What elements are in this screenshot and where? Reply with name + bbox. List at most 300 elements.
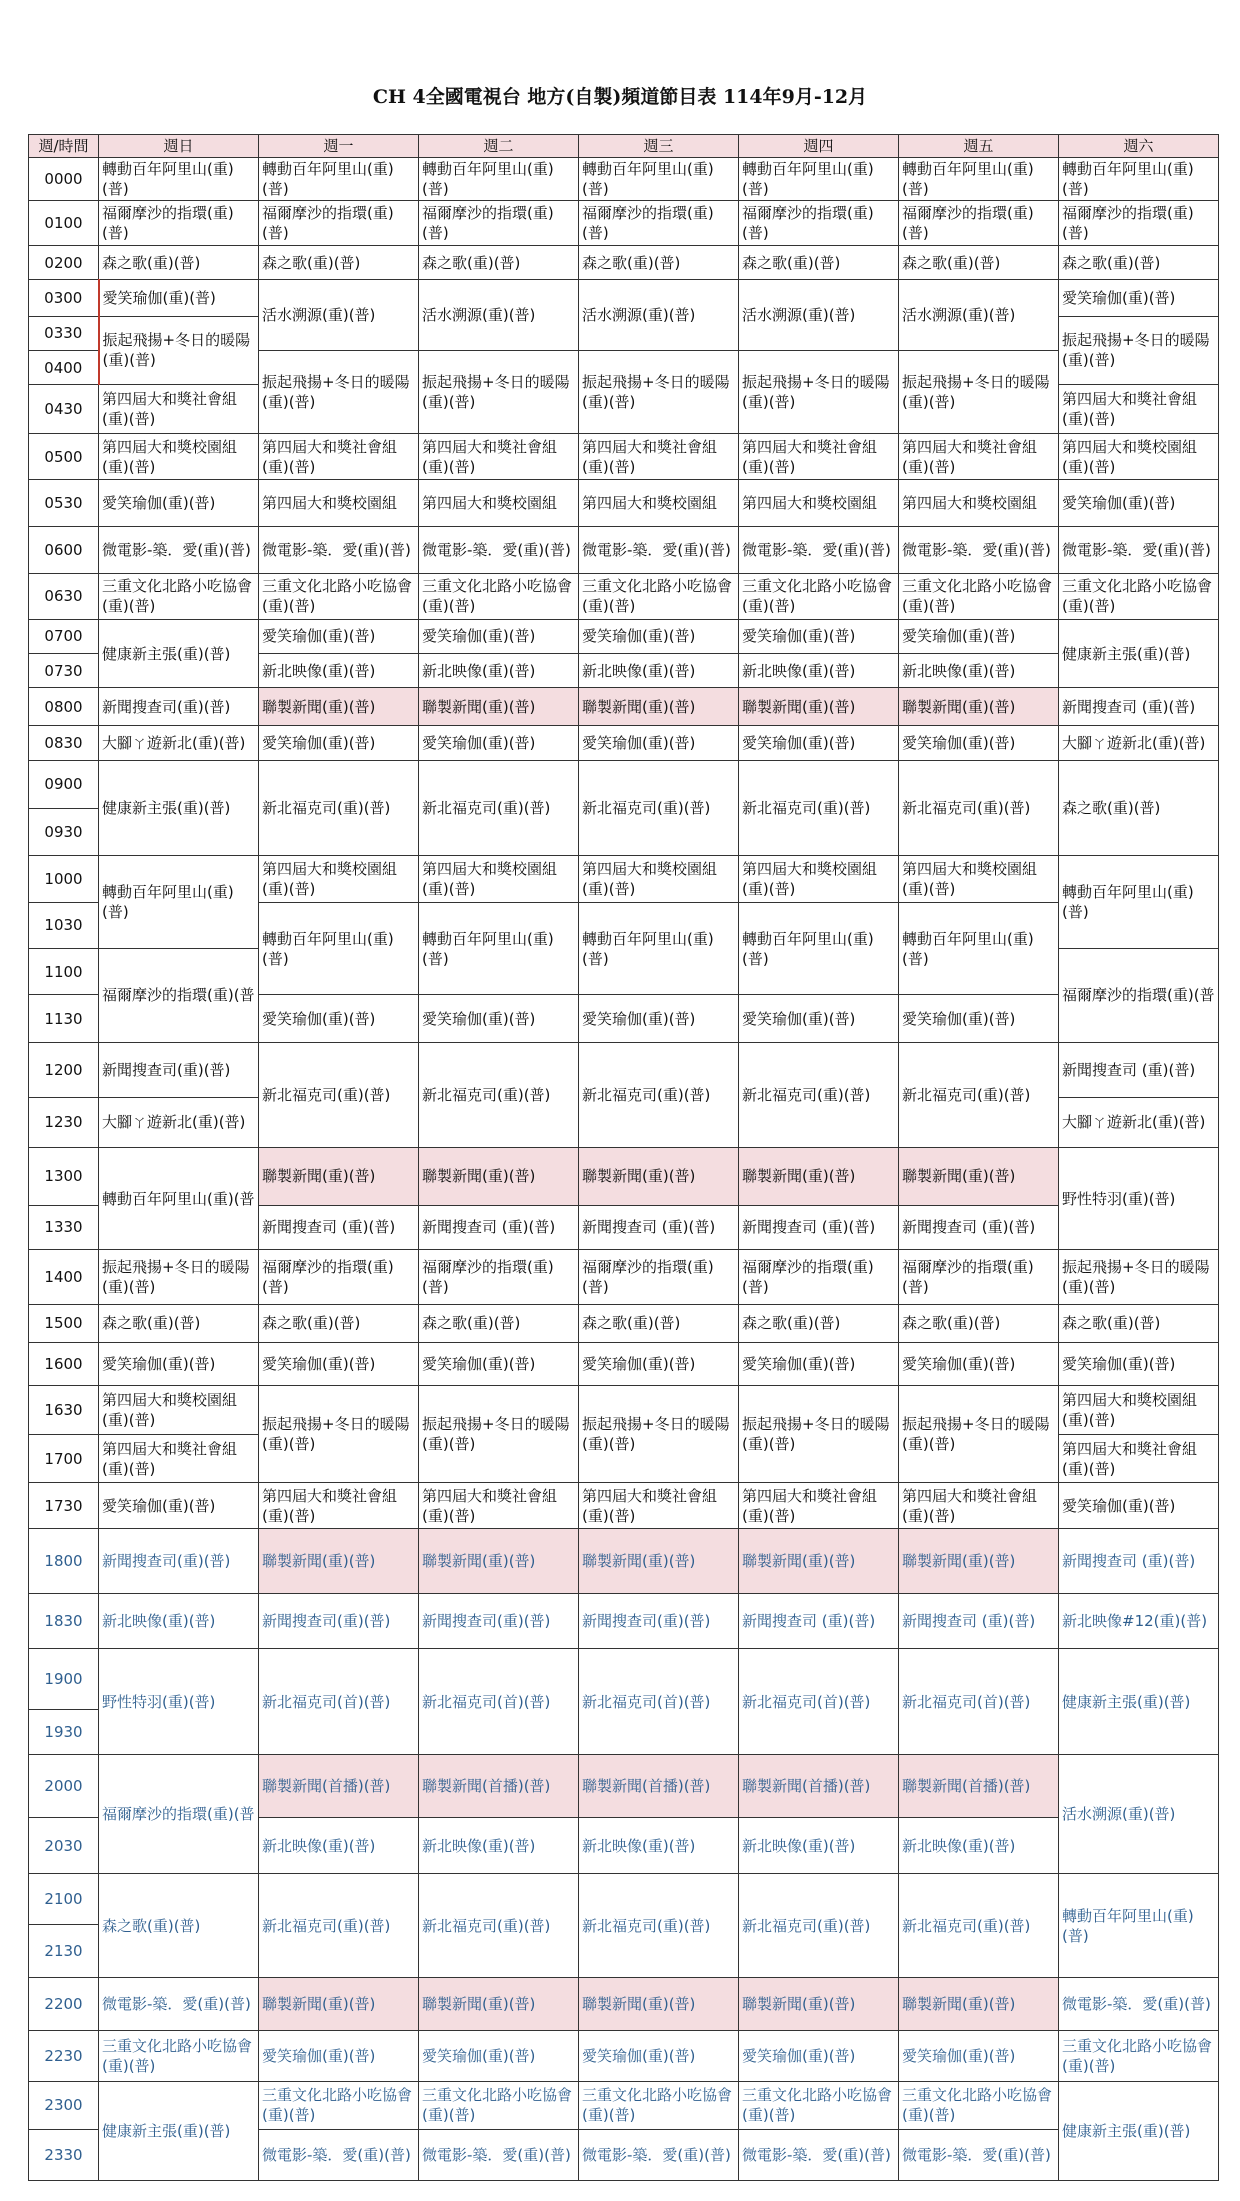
program-cell: 聯製新聞(重)(普) [419,1528,579,1593]
time-slot: 2230 [29,2031,99,2082]
program-cell: 活水溯源(重)(普) [419,280,579,351]
program-cell: 振起飛揚+冬日的暖陽(重)(普) [739,350,899,433]
program-cell: 聯製新聞(重)(普) [419,1148,579,1206]
time-slot: 2330 [29,2130,99,2181]
program-cell: 新聞搜查司 (重)(普) [739,1593,899,1649]
program-cell: 新北映像(重)(普) [579,654,739,688]
program-cell: 新北福克司(重)(普) [579,761,739,856]
program-cell: 愛笑瑜伽(重)(普) [899,1343,1059,1386]
program-cell: 振起飛揚+冬日的暖陽(重)(普) [419,1386,579,1483]
program-cell: 轉動百年阿里山(重)(普) [579,158,739,201]
program-cell: 愛笑瑜伽(重)(普) [259,725,419,760]
program-cell: 愛笑瑜伽(重)(普) [99,1343,259,1386]
program-cell: 福爾摩沙的指環(重)(普 [99,949,259,1043]
program-cell: 森之歌(重)(普) [899,1304,1059,1342]
table-row [29,1304,1219,1342]
program-cell: 新聞搜查司 (重)(普) [419,1205,579,1249]
program-cell: 新北映像(重)(普) [99,1593,259,1649]
header-thursday: 週四 [739,135,899,158]
table-row [29,1483,1219,1528]
table-row [29,1386,1219,1435]
program-cell: 第四屆大和獎社會組(重)(普) [99,1434,259,1483]
program-cell: 聯製新聞(重)(普) [899,1977,1059,2031]
program-cell: 新聞搜查司(重)(普) [99,1528,259,1593]
table-row [29,433,1219,479]
program-cell: 福爾摩沙的指環(重)(普) [419,1250,579,1305]
program-cell: 福爾摩沙的指環(重)(普) [99,201,259,245]
program-cell: 聯製新聞(重)(普) [579,1977,739,2031]
program-cell: 聯製新聞(重)(普) [419,688,579,725]
program-cell: 愛笑瑜伽(重)(普) [99,280,259,316]
program-cell: 第四屆大和獎校園組(重)(普) [259,856,419,902]
program-cell: 新北福克司(重)(普) [739,1874,899,1977]
program-cell: 新北福克司(重)(普) [899,761,1059,856]
program-cell: 活水溯源(重)(普) [259,280,419,351]
program-cell: 新聞搜查司 (重)(普) [899,1593,1059,1649]
header-friday: 週五 [899,135,1059,158]
time-slot: 1200 [29,1042,99,1097]
table-row [29,574,1219,619]
program-cell: 大腳ㄚ遊新北(重)(普) [1059,1097,1219,1148]
program-cell: 新北福克司(首)(普) [259,1649,419,1755]
time-slot: 1930 [29,1709,99,1754]
program-cell: 微電影-築．愛(重)(普) [579,526,739,573]
program-cell: 愛笑瑜伽(重)(普) [899,619,1059,653]
program-cell: 第四屆大和獎校園組 [419,480,579,526]
header-row [29,135,1219,158]
table-row [29,1977,1219,2031]
program-cell: 微電影-築．愛(重)(普) [99,526,259,573]
program-cell: 第四屆大和獎社會組(重)(普) [259,1483,419,1528]
program-cell: 新北映像(重)(普) [259,1817,419,1874]
program-cell: 第四屆大和獎校園組 [899,480,1059,526]
program-cell: 愛笑瑜伽(重)(普) [419,1343,579,1386]
program-cell: 聯製新聞(首播)(普) [419,1755,579,1818]
program-cell: 三重文化北路小吃協會(重)(普) [899,2081,1059,2130]
program-cell: 大腳ㄚ遊新北(重)(普) [99,1097,259,1148]
program-cell: 第四屆大和獎校園組 [739,480,899,526]
program-cell: 愛笑瑜伽(重)(普) [579,2031,739,2082]
program-cell: 愛笑瑜伽(重)(普) [739,619,899,653]
time-slot: 2100 [29,1874,99,1925]
program-cell: 新北福克司(重)(普) [899,1042,1059,1147]
program-cell: 振起飛揚+冬日的暖陽(重)(普) [259,350,419,433]
program-cell: 新北福克司(重)(普) [259,1042,419,1147]
program-cell: 森之歌(重)(普) [99,1874,259,1977]
program-cell: 新北福克司(首)(普) [739,1649,899,1755]
program-cell: 微電影-築．愛(重)(普) [1059,1977,1219,2031]
program-cell: 愛笑瑜伽(重)(普) [899,725,1059,760]
program-cell: 森之歌(重)(普) [1059,245,1219,279]
program-cell: 聯製新聞(重)(普) [579,1148,739,1206]
program-cell: 愛笑瑜伽(重)(普) [1059,480,1219,526]
program-cell: 新北映像(重)(普) [899,1817,1059,1874]
program-cell: 第四屆大和獎社會組(重)(普) [739,1483,899,1528]
program-cell: 聯製新聞(重)(普) [739,1528,899,1593]
program-cell: 新北福克司(重)(普) [259,761,419,856]
header-sunday: 週日 [99,135,259,158]
program-cell: 新聞搜查司(重)(普) [99,688,259,725]
time-slot: 0000 [29,158,99,201]
program-cell: 轉動百年阿里山(重)(普) [99,856,259,949]
table-row [29,1593,1219,1649]
time-slot: 1500 [29,1304,99,1342]
time-slot: 2030 [29,1817,99,1874]
header-tuesday: 週二 [419,135,579,158]
program-cell: 微電影-築．愛(重)(普) [419,2130,579,2181]
program-cell: 新北福克司(重)(普) [899,1874,1059,1977]
page-title: CH 4全國電視台 地方(自製)頻道節目表 114年9月-12月 [372,86,868,108]
table-row [29,1755,1219,1818]
program-cell: 聯製新聞(重)(普) [739,1148,899,1206]
program-cell: 新北福克司(重)(普) [739,761,899,856]
table-row [29,856,1219,902]
table-row [29,245,1219,279]
program-cell: 轉動百年阿里山(重)(普) [99,158,259,201]
program-cell: 轉動百年阿里山(重)(普) [259,902,419,995]
table-row [29,1528,1219,1593]
program-cell: 森之歌(重)(普) [259,1304,419,1342]
program-cell: 福爾摩沙的指環(重)(普) [579,1250,739,1305]
program-cell: 愛笑瑜伽(重)(普) [259,2031,419,2082]
program-cell: 微電影-築．愛(重)(普) [739,2130,899,2181]
program-cell: 愛笑瑜伽(重)(普) [259,995,419,1042]
program-cell: 愛笑瑜伽(重)(普) [899,995,1059,1042]
program-cell: 新北福克司(重)(普) [419,1874,579,1977]
program-cell: 第四屆大和獎校園組 [259,480,419,526]
program-cell: 第四屆大和獎社會組(重)(普) [579,433,739,479]
program-cell: 微電影-築．愛(重)(普) [739,526,899,573]
program-cell: 活水溯源(重)(普) [899,280,1059,351]
program-cell: 福爾摩沙的指環(重)(普) [419,201,579,245]
time-slot: 1700 [29,1434,99,1483]
program-cell: 三重文化北路小吃協會(重)(普) [739,574,899,619]
program-cell: 第四屆大和獎社會組(重)(普) [419,1483,579,1528]
program-cell: 聯製新聞(首播)(普) [579,1755,739,1818]
program-cell: 三重文化北路小吃協會(重)(普) [419,2081,579,2130]
time-slot: 1100 [29,949,99,995]
program-cell: 第四屆大和獎校園組(重)(普) [99,433,259,479]
program-cell: 新北福克司(重)(普) [739,1042,899,1147]
table-row [29,1148,1219,1206]
program-cell: 聯製新聞(重)(普) [259,1977,419,2031]
program-cell: 微電影-築．愛(重)(普) [259,526,419,573]
program-cell: 轉動百年阿里山(重)(普) [1059,158,1219,201]
program-cell: 微電影-築．愛(重)(普) [419,526,579,573]
time-slot: 0630 [29,574,99,619]
table-row [29,1343,1219,1386]
program-cell: 三重文化北路小吃協會(重)(普) [419,574,579,619]
program-cell: 三重文化北路小吃協會(重)(普) [899,574,1059,619]
program-cell: 愛笑瑜伽(重)(普) [99,1483,259,1528]
schedule-table [28,134,1219,2181]
program-cell: 森之歌(重)(普) [99,1304,259,1342]
program-cell: 健康新主張(重)(普) [99,619,259,688]
time-slot: 0200 [29,245,99,279]
time-slot: 0530 [29,480,99,526]
program-cell: 新北福克司(重)(普) [579,1042,739,1147]
program-cell: 新北福克司(重)(普) [259,1874,419,1977]
program-cell: 振起飛揚+冬日的暖陽(重)(普) [419,350,579,433]
program-cell: 新聞搜查司 (重)(普) [1059,1528,1219,1593]
program-cell: 振起飛揚+冬日的暖陽(重)(普) [899,350,1059,433]
program-cell: 愛笑瑜伽(重)(普) [579,995,739,1042]
program-cell: 活水溯源(重)(普) [739,280,899,351]
program-cell: 聯製新聞(重)(普) [259,1528,419,1593]
program-cell: 聯製新聞(重)(普) [579,1528,739,1593]
program-cell: 愛笑瑜伽(重)(普) [1059,1483,1219,1528]
program-cell: 新北映像(重)(普) [899,654,1059,688]
program-cell: 轉動百年阿里山(重)(普) [259,158,419,201]
program-cell: 新北福克司(首)(普) [579,1649,739,1755]
time-slot: 2300 [29,2081,99,2130]
program-cell: 新聞搜查司 (重)(普) [579,1205,739,1249]
program-cell: 野性特羽(重)(普) [99,1649,259,1755]
program-cell: 新北映像(重)(普) [739,654,899,688]
table-row [29,1250,1219,1305]
table-row [29,1042,1219,1097]
program-cell: 森之歌(重)(普) [419,245,579,279]
program-cell: 福爾摩沙的指環(重)(普 [1059,949,1219,1043]
program-cell: 新北福克司(重)(普) [419,1042,579,1147]
program-cell: 轉動百年阿里山(重)(普) [1059,1874,1219,1977]
program-cell: 微電影-築．愛(重)(普) [899,526,1059,573]
header-monday: 週一 [259,135,419,158]
program-cell: 新北映像#12(重)(普) [1059,1593,1219,1649]
time-slot: 0330 [29,316,99,350]
program-cell: 新聞搜查司 (重)(普) [739,1205,899,1249]
program-cell: 森之歌(重)(普) [739,245,899,279]
program-cell: 轉動百年阿里山(重)(普) [419,158,579,201]
program-cell: 第四屆大和獎社會組(重)(普) [579,1483,739,1528]
table-row [29,158,1219,201]
program-cell: 愛笑瑜伽(重)(普) [259,619,419,653]
program-cell: 新聞搜查司 (重)(普) [1059,1042,1219,1097]
table-row [29,619,1219,653]
header-saturday: 週六 [1059,135,1219,158]
program-cell: 森之歌(重)(普) [259,245,419,279]
header-wednesday: 週三 [579,135,739,158]
program-cell: 第四屆大和獎社會組(重)(普) [259,433,419,479]
program-cell: 愛笑瑜伽(重)(普) [419,619,579,653]
program-cell: 愛笑瑜伽(重)(普) [419,725,579,760]
time-slot: 0400 [29,350,99,384]
program-cell: 轉動百年阿里山(重)(普) [739,902,899,995]
program-cell: 聯製新聞(重)(普) [259,1148,419,1206]
program-cell: 聯製新聞(重)(普) [899,1528,1059,1593]
program-cell: 三重文化北路小吃協會(重)(普) [99,2031,259,2082]
program-cell: 第四屆大和獎校園組(重)(普) [419,856,579,902]
program-cell: 振起飛揚+冬日的暖陽(重)(普) [1059,316,1219,385]
time-slot: 1400 [29,1250,99,1305]
time-slot: 1230 [29,1097,99,1148]
program-cell: 愛笑瑜伽(重)(普) [259,1343,419,1386]
program-cell: 第四屆大和獎校園組 [579,480,739,526]
program-cell: 新北映像(重)(普) [419,1817,579,1874]
program-cell: 愛笑瑜伽(重)(普) [1059,280,1219,316]
program-cell: 微電影-築．愛(重)(普) [899,2130,1059,2181]
time-slot: 1000 [29,856,99,902]
program-cell: 聯製新聞(重)(普) [899,1148,1059,1206]
time-slot: 2200 [29,1977,99,2031]
program-cell: 愛笑瑜伽(重)(普) [579,725,739,760]
program-cell: 第四屆大和獎校園組(重)(普) [739,856,899,902]
table-row [29,2081,1219,2130]
program-cell: 微電影-築．愛(重)(普) [259,2130,419,2181]
program-cell: 森之歌(重)(普) [419,1304,579,1342]
program-cell: 活水溯源(重)(普) [1059,1755,1219,1874]
program-cell: 振起飛揚+冬日的暖陽(重)(普) [1059,1250,1219,1305]
program-cell: 福爾摩沙的指環(重)(普) [899,1250,1059,1305]
program-cell: 聯製新聞(首播)(普) [739,1755,899,1818]
program-cell: 第四屆大和獎校園組(重)(普) [1059,1386,1219,1435]
program-cell: 聯製新聞(首播)(普) [259,1755,419,1818]
program-cell: 聯製新聞(重)(普) [579,688,739,725]
program-cell: 福爾摩沙的指環(重)(普) [899,201,1059,245]
program-cell: 愛笑瑜伽(重)(普) [419,2031,579,2082]
time-slot: 1130 [29,995,99,1042]
table-row [29,761,1219,808]
program-cell: 新北映像(重)(普) [739,1817,899,1874]
program-cell: 第四屆大和獎校園組(重)(普) [1059,433,1219,479]
table-row [29,526,1219,573]
program-cell: 愛笑瑜伽(重)(普) [579,1343,739,1386]
program-cell: 振起飛揚+冬日的暖陽(重)(普) [99,1250,259,1305]
table-row [29,201,1219,245]
program-cell: 三重文化北路小吃協會(重)(普) [579,574,739,619]
time-slot: 2000 [29,1755,99,1818]
program-cell: 大腳ㄚ遊新北(重)(普) [99,725,259,760]
program-cell: 轉動百年阿里山(重)(普) [739,158,899,201]
time-slot: 0830 [29,725,99,760]
time-slot: 1030 [29,902,99,948]
program-cell: 新北映像(重)(普) [579,1817,739,1874]
program-cell: 福爾摩沙的指環(重)(普 [99,1755,259,1874]
table-row [29,1649,1219,1710]
program-cell: 愛笑瑜伽(重)(普) [579,619,739,653]
program-cell: 健康新主張(重)(普) [99,761,259,856]
program-cell: 福爾摩沙的指環(重)(普) [739,1250,899,1305]
program-cell: 福爾摩沙的指環(重)(普) [579,201,739,245]
program-cell: 森之歌(重)(普) [99,245,259,279]
program-cell: 新北映像(重)(普) [419,654,579,688]
program-cell: 三重文化北路小吃協會(重)(普) [259,2081,419,2130]
program-cell: 第四屆大和獎社會組(重)(普) [99,385,259,434]
table-row [29,480,1219,526]
program-cell: 新北福克司(首)(普) [899,1649,1059,1755]
program-cell: 愛笑瑜伽(重)(普) [419,995,579,1042]
program-cell: 新北映像(重)(普) [259,654,419,688]
time-slot: 1630 [29,1386,99,1435]
time-slot: 1800 [29,1528,99,1593]
table-row [29,688,1219,725]
time-slot: 1600 [29,1343,99,1386]
program-cell: 三重文化北路小吃協會(重)(普) [259,574,419,619]
program-cell: 聯製新聞(首播)(普) [899,1755,1059,1818]
program-cell: 新聞搜查司(重)(普) [419,1593,579,1649]
program-cell: 森之歌(重)(普) [1059,1304,1219,1342]
program-cell: 振起飛揚+冬日的暖陽(重)(普) [579,1386,739,1483]
program-cell: 新北福克司(重)(普) [419,761,579,856]
program-cell: 森之歌(重)(普) [1059,761,1219,856]
program-cell: 第四屆大和獎社會組(重)(普) [1059,385,1219,434]
program-cell: 第四屆大和獎校園組(重)(普) [899,856,1059,902]
program-cell: 新聞搜查司(重)(普) [99,1042,259,1097]
program-cell: 愛笑瑜伽(重)(普) [739,2031,899,2082]
program-cell: 振起飛揚+冬日的暖陽(重)(普) [259,1386,419,1483]
program-cell: 轉動百年阿里山(重)(普) [419,902,579,995]
program-cell: 森之歌(重)(普) [899,245,1059,279]
table-row [29,725,1219,760]
time-slot: 1300 [29,1148,99,1206]
time-slot: 0700 [29,619,99,653]
program-cell: 聯製新聞(重)(普) [259,688,419,725]
program-cell: 新北福克司(首)(普) [419,1649,579,1755]
program-cell: 愛笑瑜伽(重)(普) [739,725,899,760]
program-cell: 第四屆大和獎社會組(重)(普) [899,433,1059,479]
program-cell: 新聞搜查司(重)(普) [579,1593,739,1649]
program-cell: 振起飛揚+冬日的暖陽(重)(普) [899,1386,1059,1483]
program-cell: 振起飛揚+冬日的暖陽(重)(普) [739,1386,899,1483]
program-cell: 福爾摩沙的指環(重)(普) [259,201,419,245]
program-cell: 三重文化北路小吃協會(重)(普) [579,2081,739,2130]
program-cell: 新聞搜查司 (重)(普) [1059,688,1219,725]
program-cell: 第四屆大和獎校園組(重)(普) [579,856,739,902]
program-cell: 聯製新聞(重)(普) [899,688,1059,725]
program-cell: 新聞搜查司 (重)(普) [259,1205,419,1249]
program-cell: 福爾摩沙的指環(重)(普) [1059,201,1219,245]
program-cell: 愛笑瑜伽(重)(普) [99,480,259,526]
program-cell: 微電影-築．愛(重)(普) [1059,526,1219,573]
program-cell: 新北福克司(重)(普) [579,1874,739,1977]
program-cell: 健康新主張(重)(普) [1059,619,1219,688]
time-slot: 0600 [29,526,99,573]
program-cell: 振起飛揚+冬日的暖陽(重)(普) [99,316,259,385]
time-slot: 0900 [29,761,99,808]
program-cell: 森之歌(重)(普) [579,245,739,279]
time-slot: 1900 [29,1649,99,1710]
program-cell: 活水溯源(重)(普) [579,280,739,351]
time-slot: 0500 [29,433,99,479]
time-slot: 1330 [29,1205,99,1249]
time-slot: 2130 [29,1925,99,1978]
program-cell: 轉動百年阿里山(重)(普) [899,902,1059,995]
program-cell: 健康新主張(重)(普) [99,2081,259,2180]
program-cell: 第四屆大和獎社會組(重)(普) [739,433,899,479]
program-cell: 野性特羽(重)(普) [1059,1148,1219,1250]
program-cell: 森之歌(重)(普) [739,1304,899,1342]
program-cell: 大腳ㄚ遊新北(重)(普) [1059,725,1219,760]
program-cell: 愛笑瑜伽(重)(普) [739,995,899,1042]
time-slot: 0930 [29,808,99,855]
program-cell: 第四屆大和獎社會組(重)(普) [419,433,579,479]
time-slot: 0100 [29,201,99,245]
program-cell: 轉動百年阿里山(重)(普) [579,902,739,995]
program-cell: 三重文化北路小吃協會(重)(普) [739,2081,899,2130]
time-slot: 0300 [29,280,99,316]
table-row [29,2031,1219,2082]
time-slot: 0800 [29,688,99,725]
program-cell: 三重文化北路小吃協會(重)(普) [1059,2031,1219,2082]
program-cell: 森之歌(重)(普) [579,1304,739,1342]
program-cell: 愛笑瑜伽(重)(普) [739,1343,899,1386]
header-time: 週/時間 [29,135,99,158]
program-cell: 新聞搜查司(重)(普) [259,1593,419,1649]
program-cell: 第四屆大和獎社會組(重)(普) [1059,1434,1219,1483]
time-slot: 0430 [29,385,99,434]
program-cell: 微電影-築．愛(重)(普) [579,2130,739,2181]
program-cell: 聯製新聞(重)(普) [419,1977,579,2031]
